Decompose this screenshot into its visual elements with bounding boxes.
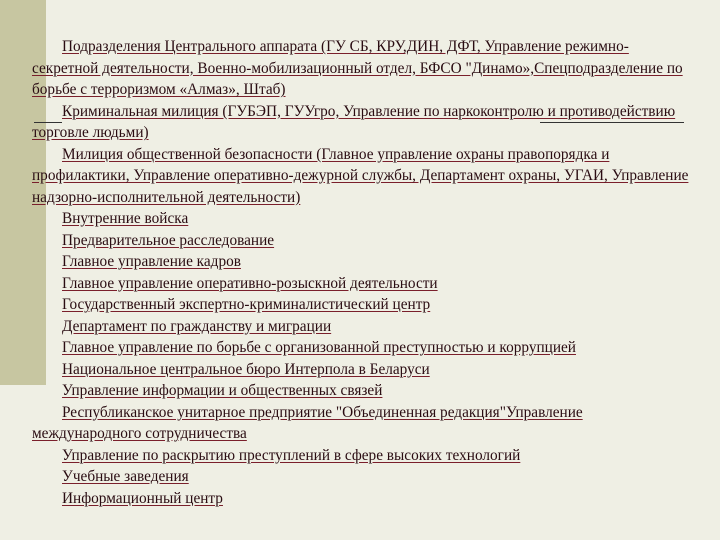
list-item	[32, 36, 692, 101]
department-link-operational-search[interactable]: Главное управление оперативно-розыскной деятельности	[62, 274, 438, 292]
department-link-united-editorial[interactable]: Республиканское унитарное предприятие "Объединенная редакция"Управление международного сотрудничества	[32, 403, 583, 442]
list-item	[32, 273, 692, 295]
department-link-criminal-militia[interactable]: Криминальная милиция (ГУБЭП, ГУУгро, Управление по наркоконтролю и противодействию торговле людьми)	[32, 102, 676, 141]
departments-list	[32, 36, 692, 509]
list-item	[32, 488, 692, 510]
list-item	[32, 251, 692, 273]
list-item	[32, 402, 692, 445]
list-item	[32, 230, 692, 252]
list-item	[32, 316, 692, 338]
list-item	[32, 294, 692, 316]
department-link-high-tech-crimes[interactable]: Управление по раскрытию преступлений в сфере высоких технологий	[62, 446, 521, 464]
decorative-rule-right	[540, 122, 684, 123]
department-link-internal-troops[interactable]: Внутренние войска	[62, 210, 189, 227]
list-item	[32, 380, 692, 402]
department-link-public-security-militia[interactable]: Милиция общественной безопасности (Главное управление охраны правопорядка и профилактики, Управление оперативно-дежурной службы, Департамент охраны, УГАИ, Управление надзорно-исполнительной деятельности)	[32, 145, 689, 206]
department-link-interpol-bureau[interactable]: Национальное центральное бюро Интерпола в Беларуси	[62, 360, 430, 378]
department-link-preliminary-investigation[interactable]: Предварительное расследование	[62, 231, 275, 249]
list-item	[32, 144, 692, 209]
list-item	[32, 337, 692, 359]
decorative-rule-left	[34, 122, 62, 123]
department-link-central-apparatus[interactable]: Подразделения Центрального аппарата (ГУ СБ, КРУ,ДИН, ДФТ, Управление режимно-секретной деятельности, Военно-мобилизационный отдел, БФСО "Динамо»,Спецподразделение по борьбе с терроризмом «Алмаз», Штаб)	[32, 38, 683, 98]
list-item	[32, 466, 692, 488]
department-link-public-relations[interactable]: Управление информации и общественных связей	[62, 382, 383, 399]
list-item	[32, 208, 692, 230]
department-link-information-center[interactable]: Информационный центр	[62, 489, 223, 507]
department-link-educational-institutions[interactable]: Учебные заведения	[62, 468, 189, 485]
department-link-organized-crime[interactable]: Главное управление по борьбе с организованной преступностью и коррупцией	[62, 339, 576, 356]
department-link-personnel[interactable]: Главное управление кадров	[62, 253, 241, 270]
list-item	[32, 445, 692, 467]
department-link-forensic-center[interactable]: Государственный экспертно-криминалистический центр	[62, 296, 431, 313]
list-item	[32, 359, 692, 381]
department-link-citizenship-migration[interactable]: Департамент по гражданству и миграции	[62, 317, 332, 335]
